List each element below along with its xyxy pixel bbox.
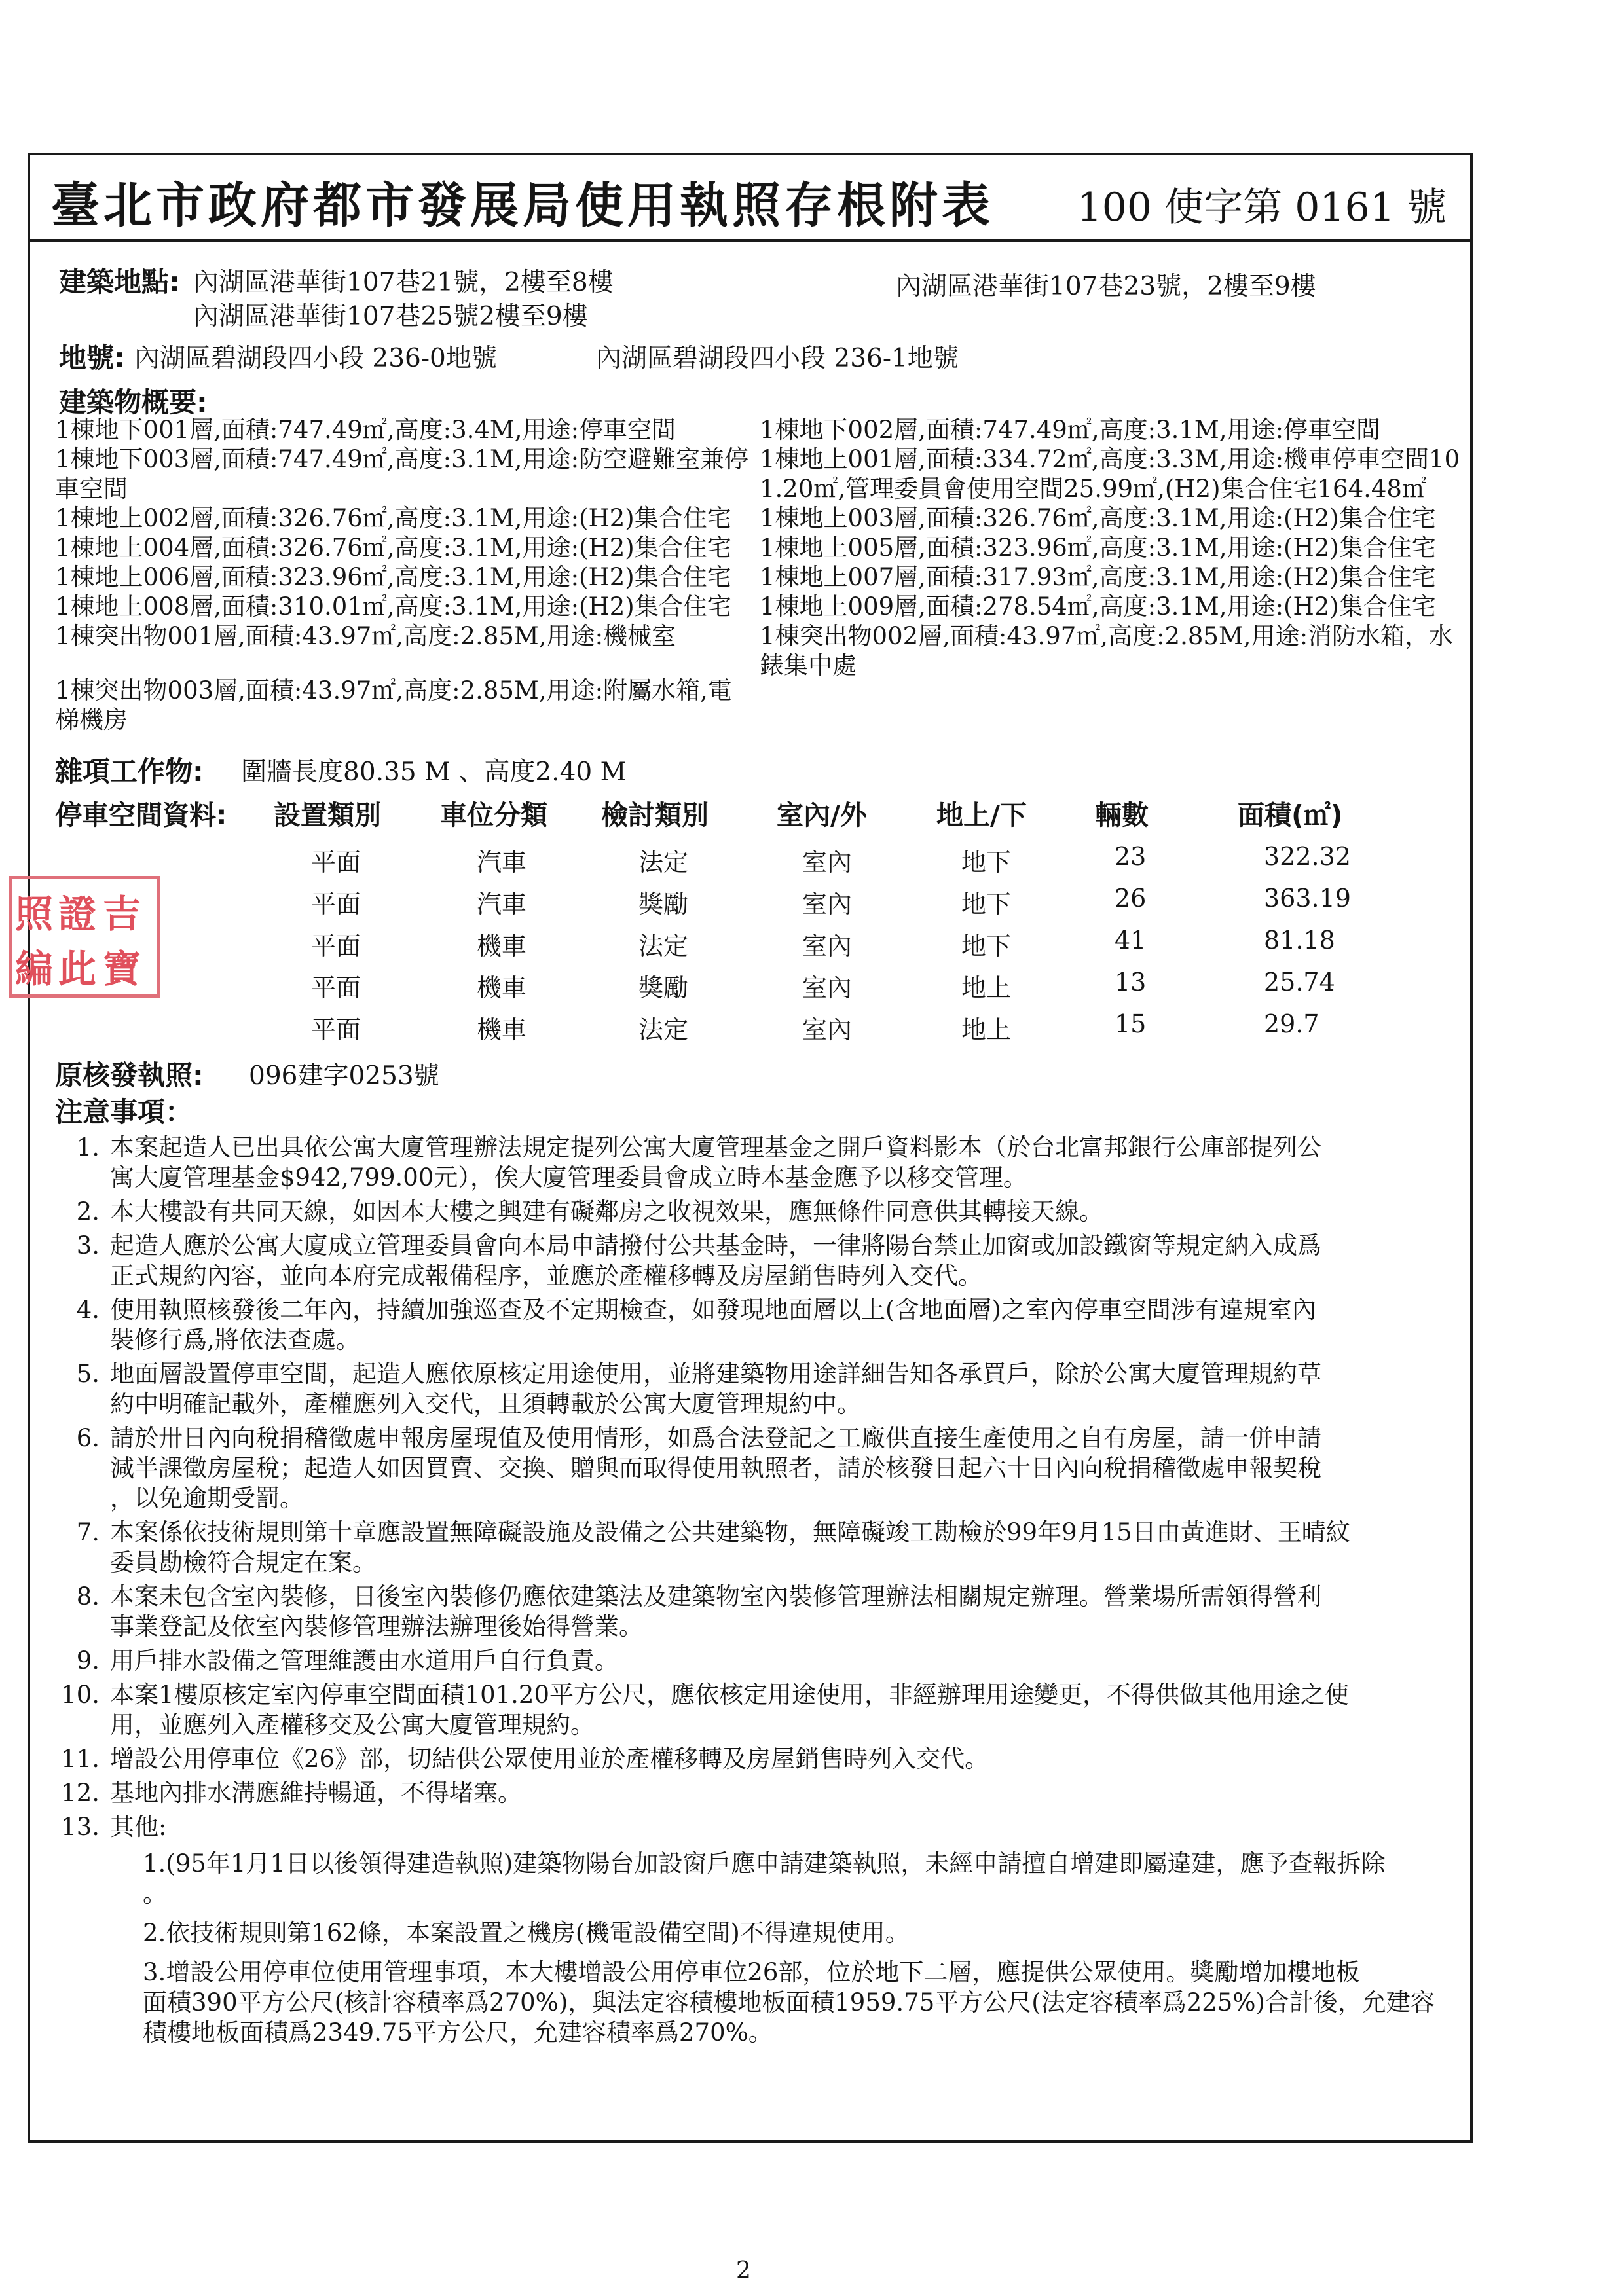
overview-line: 1棟地上003層,面積:326.76㎡,高度:3.1M,用途:(H2)集合住宅 — [760, 504, 1436, 532]
note-line: 寓大廈管理基金$942,799.00元），俟大廈管理委員會成立時本基金應予以移交管理。 — [110, 1163, 1027, 1192]
note-number: 3. — [76, 1231, 100, 1260]
parking-cell: 41 — [1115, 926, 1147, 955]
note-sub-line: 面積390平方公尺(核計容積率爲270%)，與法定容積樓地板面積1959.75平方公尺(法定容積率爲225%)合計後，允建容 — [143, 1988, 1435, 2016]
misc-label: 雜項工作物: — [55, 756, 204, 788]
parking-cell: 機車 — [477, 1015, 527, 1044]
overview-line: 1棟地上006層,面積:323.96㎡,高度:3.1M,用途:(H2)集合住宅 — [55, 563, 731, 591]
note-number: 5. — [76, 1360, 100, 1388]
note-line: 其他: — [110, 1813, 167, 1841]
note-sub-line: 1.(95年1月1日以後領得建造執照)建築物陽台加設窗戶應申請建築執照，未經申請擅自增建即屬違建，應予查報拆除 — [143, 1850, 1386, 1878]
note-line: 本案起造人已出具依公寓大廈管理辦法規定提列公寓大廈管理基金之開戶資料影本（於台北富邦銀行公庫部提列公 — [110, 1133, 1321, 1161]
parking-cell: 25.74 — [1264, 968, 1335, 996]
overview-line: 1棟地上001層,面積:334.72㎡,高度:3.3M,用途:機車停車空間10 — [760, 445, 1460, 473]
parking-cell: 法定 — [638, 848, 689, 877]
note-line: 事業登記及依室內裝修管理辦法辦理後始得營業。 — [110, 1613, 643, 1641]
parking-header-review: 檢討類別 — [601, 799, 709, 831]
parking-cell: 322.32 — [1264, 842, 1351, 871]
parking-cell: 法定 — [638, 932, 689, 960]
lot-number-2: 內湖區碧湖段四小段 236-1地號 — [596, 344, 959, 373]
note-line: ，以免逾期受罰。 — [110, 1484, 304, 1512]
note-number: 11. — [61, 1745, 100, 1773]
parking-header-indoor: 室內/外 — [777, 799, 867, 831]
overview-line: 錶集中處 — [760, 651, 857, 680]
note-line: 增設公用停車位《26》部，切結供公眾使用並於產權移轉及房屋銷售時列入交代。 — [110, 1745, 989, 1773]
note-line: 起造人應於公寓大廈成立管理委員會向本局申請撥付公共基金時，一律將陽台禁止加窗或加設鐵窗等規定納入成爲 — [110, 1231, 1321, 1260]
overview-line: 1.20㎡,管理委員會使用空間25.99㎡,(H2)集合住宅164.48㎡ — [760, 475, 1426, 503]
overview-line: 1棟地上009層,面積:278.54㎡,高度:3.1M,用途:(H2)集合住宅 — [760, 592, 1436, 621]
overview-line: 1棟地上004層,面積:326.76㎡,高度:3.1M,用途:(H2)集合住宅 — [55, 534, 731, 562]
note-number: 10. — [61, 1681, 100, 1709]
parking-cell: 26 — [1115, 884, 1147, 913]
parking-cell: 法定 — [638, 1015, 689, 1044]
parking-cell: 室內 — [802, 1015, 853, 1044]
parking-cell: 地下 — [961, 890, 1012, 919]
note-item — [60, 1133, 1465, 1193]
parking-cell: 平面 — [311, 932, 361, 960]
parking-cell: 機車 — [477, 974, 527, 1002]
overview-extra — [55, 676, 762, 735]
note-line: 本案未包含室內裝修，日後室內裝修仍應依建築法及建築物室內裝修管理辦法相關規定辦理。營業場所需領得營利 — [110, 1582, 1321, 1611]
original-permit-label: 原核發執照: — [55, 1059, 204, 1091]
parking-cell: 平面 — [311, 974, 361, 1002]
note-sub-line: 2.依技術規則第162條，本案設置之機房(機電設備空間)不得違規使用。 — [143, 1919, 910, 1947]
note-item — [60, 1680, 1465, 1740]
parking-cell: 363.19 — [1264, 884, 1351, 913]
overview-line: 梯機房 — [55, 706, 128, 734]
note-item — [60, 1646, 1465, 1676]
overview-line: 1棟突出物001層,面積:43.97㎡,高度:2.85M,用途:機械室 — [55, 622, 676, 650]
lot-label: 地號: — [59, 342, 125, 374]
note-sub-item — [143, 1849, 1459, 1909]
note-number: 9. — [76, 1647, 100, 1675]
parking-cell: 29.7 — [1264, 1010, 1320, 1038]
note-item — [60, 1423, 1465, 1514]
note-line: 約中明確記載外，產權應列入交代，且須轉載於公寓大廈管理規約中。 — [110, 1390, 861, 1418]
note-item — [60, 1812, 1465, 1842]
parking-cell: 機車 — [477, 932, 527, 960]
notes-label: 注意事項： — [55, 1096, 193, 1128]
overview-left-column — [55, 415, 762, 651]
note-number: 7. — [76, 1518, 100, 1546]
overview-line: 1棟地下002層,面積:747.49㎡,高度:3.1M,用途:停車空間 — [760, 416, 1381, 444]
note-sub-line: 。 — [143, 1880, 167, 1908]
overview-line: 1棟地上008層,面積:310.01㎡,高度:3.1M,用途:(H2)集合住宅 — [55, 592, 731, 621]
note-item — [60, 1518, 1465, 1578]
note-line: 委員勘檢符合規定在案。 — [110, 1548, 377, 1576]
note-number: 4. — [76, 1296, 100, 1324]
parking-header-type: 設置類別 — [274, 799, 381, 831]
note-line: 裝修行爲,將依法查處。 — [110, 1326, 360, 1354]
parking-cell: 室內 — [802, 890, 853, 919]
parking-header-count: 輛數 — [1095, 799, 1149, 831]
note-item — [60, 1359, 1465, 1419]
parking-cell: 平面 — [311, 848, 361, 877]
note-line: 地面層設置停車空間，起造人應依原核定用途使用，並將建築物用途詳細告知各承買戶，除於公寓大廈管理規約草 — [110, 1360, 1321, 1388]
overview-line: 1棟地上005層,面積:323.96㎡,高度:3.1M,用途:(H2)集合住宅 — [760, 534, 1436, 562]
parking-cell: 23 — [1115, 842, 1147, 871]
note-line: 本大樓設有共同天線，如因本大樓之興建有礙鄰房之收視效果，應無條件同意供其轉接天線。 — [110, 1197, 1103, 1226]
misc-value: 圍牆長度80.35 M 、高度2.40 M — [241, 757, 627, 787]
note-line: 本案1樓原核定室內停車空間面積101.20平方公尺，應依核定用途使用，非經辦理用途變更，不得供做其他用途之使 — [110, 1681, 1350, 1709]
parking-header-class: 車位分類 — [440, 799, 547, 831]
note-line: 使用執照核發後二年內，持續加強巡查及不定期檢查，如發現地面層以上(含地面層)之室內停車空間涉有違規室內 — [110, 1296, 1316, 1324]
seal-char: 證 — [58, 892, 97, 936]
parking-cell: 平面 — [311, 890, 361, 919]
note-number: 8. — [76, 1582, 100, 1611]
note-sub-line: 3.增設公用停車位使用管理事項，本大樓增設公用停車位26部，位於地下二層，應提供公眾使用。獎勵增加樓地板 — [143, 1958, 1360, 1986]
overview-line: 1棟地上007層,面積:317.93㎡,高度:3.1M,用途:(H2)集合住宅 — [760, 563, 1436, 591]
parking-cell: 獎勵 — [638, 890, 689, 919]
parking-cell: 室內 — [802, 848, 853, 877]
original-permit-value: 096建字0253號 — [249, 1061, 439, 1091]
note-sub-item — [143, 1918, 1459, 1948]
overview-line: 車空間 — [55, 475, 128, 503]
parking-cell: 81.18 — [1264, 926, 1335, 955]
note-line: 正式規約內容，並向本府完成報備程序，並應於產權移轉及房屋銷售時列入交代。 — [110, 1262, 982, 1290]
parking-header-level: 地上/下 — [936, 799, 1027, 831]
parking-cell: 室內 — [802, 974, 853, 1002]
overview-line: 1棟地下003層,面積:747.49㎡,高度:3.1M,用途:防空避難室兼停 — [55, 445, 749, 473]
parking-cell: 地上 — [961, 1015, 1012, 1044]
note-line: 基地內排水溝應維持暢通，不得堵塞。 — [110, 1779, 522, 1807]
parking-cell: 汽車 — [477, 848, 527, 877]
overview-right-column — [760, 415, 1467, 680]
parking-cell: 室內 — [802, 932, 853, 960]
seal-char: 編 — [15, 947, 54, 991]
note-item — [60, 1231, 1465, 1291]
site-address-2: 內湖區港華街107巷23號，2樓至9樓 — [896, 272, 1316, 301]
overview-line: 1棟地上002層,面積:326.76㎡,高度:3.1M,用途:(H2)集合住宅 — [55, 504, 731, 532]
note-number: 13. — [61, 1813, 100, 1841]
page-title: 臺北市政府都市發展局使用執照存根附表 — [51, 177, 994, 234]
parking-cell: 15 — [1115, 1010, 1147, 1038]
note-number: 12. — [61, 1779, 100, 1807]
seal-char: 照 — [15, 892, 54, 936]
note-item — [60, 1295, 1465, 1355]
overview-line: 1棟地下001層,面積:747.49㎡,高度:3.4M,用途:停車空間 — [55, 416, 676, 444]
note-line: 本案係依技術規則第十章應設置無障礙設施及設備之公共建築物，無障礙竣工勘檢於99年9月15日由黃進財、王晴紋 — [110, 1518, 1350, 1546]
seal-char: 寶 — [103, 947, 141, 991]
overview-line: 1棟突出物003層,面積:43.97㎡,高度:2.85M,用途:附屬水箱,電 — [55, 676, 732, 704]
site-address-1: 內湖區港華街107巷21號，2樓至8樓 — [193, 268, 614, 297]
overview-label: 建築物概要: — [59, 386, 208, 418]
parking-cell: 汽車 — [477, 890, 527, 919]
note-line: 用戶排水設備之管理維護由水道用戶自行負責。 — [110, 1647, 619, 1675]
parking-header-area: 面積(㎡) — [1238, 799, 1343, 831]
parking-cell: 地下 — [961, 848, 1012, 877]
seal-char: 此 — [58, 947, 97, 991]
parking-cell: 13 — [1115, 968, 1147, 996]
note-item — [60, 1744, 1465, 1774]
note-item — [60, 1778, 1465, 1808]
note-sub-line: 積樓地板面積爲2349.75平方公尺，允建容積率爲270%。 — [143, 2018, 773, 2047]
permit-number: 100 使字第 0161 號 — [1077, 185, 1447, 230]
note-line: 用，並應列入產權移交及公寓大廈管理規約。 — [110, 1711, 595, 1739]
note-number: 1. — [76, 1133, 100, 1161]
parking-cell: 平面 — [311, 1015, 361, 1044]
seal-char: 吉 — [103, 892, 141, 936]
parking-label: 停車空間資料: — [55, 799, 227, 831]
note-item — [60, 1582, 1465, 1642]
page-number: 2 — [736, 2257, 751, 2284]
parking-cell: 獎勵 — [638, 974, 689, 1002]
note-line: 減半課徵房屋稅；起造人如因買賣、交換、贈與而取得使用執照者，請於核發日起六十日內向稅捐稽徵處申報契稅 — [110, 1454, 1321, 1482]
note-number: 2. — [76, 1197, 100, 1226]
note-number: 6. — [76, 1424, 100, 1452]
note-sub-item — [143, 1958, 1459, 2048]
red-seal-stamp — [9, 876, 160, 998]
parking-cell: 地下 — [961, 932, 1012, 960]
site-label: 建築地點: — [59, 266, 180, 298]
document-header — [28, 153, 1473, 242]
note-item — [60, 1197, 1465, 1227]
overview-line: 1棟突出物002層,面積:43.97㎡,高度:2.85M,用途:消防水箱，水 — [760, 622, 1454, 650]
note-line: 請於卅日內向稅捐稽徵處申報房屋現值及使用情形，如爲合法登記之工廠供直接生產使用之自有房屋，請一併申請 — [110, 1424, 1321, 1452]
site-address-3: 內湖區港華街107巷25號2樓至9樓 — [193, 302, 588, 331]
lot-number-1: 內湖區碧湖段四小段 236-0地號 — [134, 344, 497, 373]
parking-cell: 地上 — [961, 974, 1012, 1002]
